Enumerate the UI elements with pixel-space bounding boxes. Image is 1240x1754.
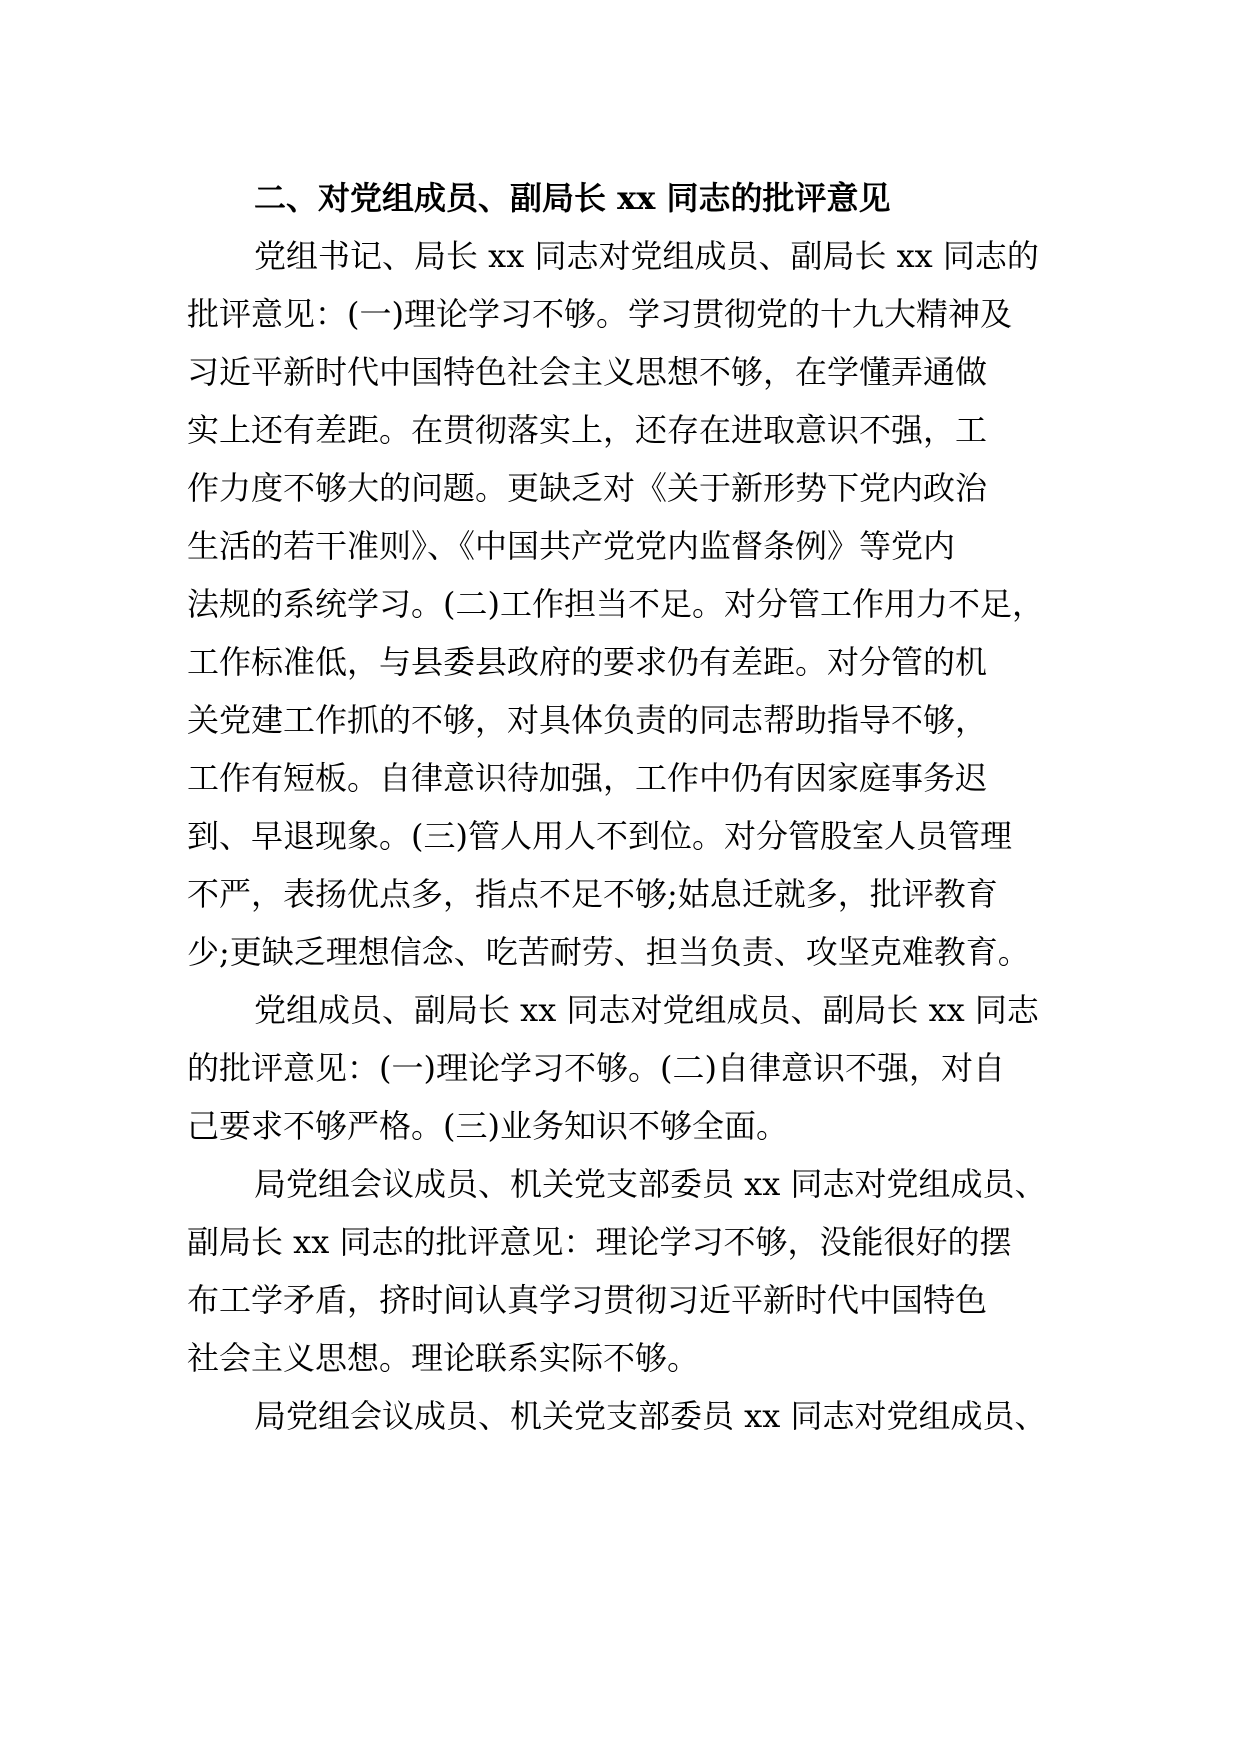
paragraph-line: 习近平新时代中国特色社会主义思想不够，在学懂弄通做 — [187, 353, 988, 391]
paragraph-line: 局党组会议成员、机关党支部委员 xx 同志对党组成员、 — [254, 1165, 1047, 1203]
paragraph-line: 布工学矛盾，挤时间认真学习贯彻习近平新时代中国特色 — [187, 1281, 988, 1319]
paragraph-line: 社会主义思想。理论联系实际不够。 — [187, 1339, 700, 1377]
paragraph-line: 党组书记、局长 xx 同志对党组成员、副局长 xx 同志的 — [254, 237, 1039, 275]
paragraph-line: 不严，表扬优点多，指点不足不够;姑息迁就多，批评教育 — [187, 875, 998, 913]
paragraph-line: 作力度不够大的问题。更缺乏对《关于新形势下党内政治 — [187, 469, 988, 507]
paragraph-line: 副局长 xx 同志的批评意见：理论学习不够，没能很好的摆 — [187, 1223, 1012, 1261]
paragraph-line: 党组成员、副局长 xx 同志对党组成员、副局长 xx 同志 — [254, 991, 1039, 1029]
paragraph-line: 少;更缺乏理想信念、吃苦耐劳、担当负责、攻坚克难教育。 — [187, 933, 1030, 971]
paragraph-line: 工作标准低，与县委县政府的要求仍有差距。对分管的机 — [187, 643, 988, 681]
section-heading: 二、对党组成员、副局长 xx 同志的批评意见 — [254, 179, 891, 217]
paragraph-line: 关党建工作抓的不够，对具体负责的同志帮助指导不够， — [187, 701, 988, 739]
paragraph-line: 的批评意见：(一)理论学习不够。(二)自律意识不强，对自 — [187, 1049, 1005, 1087]
paragraph-line: 批评意见：(一)理论学习不够。学习贯彻党的十九大精神及 — [187, 295, 1012, 333]
paragraph-line: 到、早退现象。(三)管人用人不到位。对分管股室人员管理 — [187, 817, 1012, 855]
paragraph-line: 局党组会议成员、机关党支部委员 xx 同志对党组成员、 — [254, 1397, 1047, 1435]
paragraph-line: 己要求不够严格。(三)业务知识不够全面。 — [187, 1107, 788, 1145]
paragraph-line: 实上还有差距。在贯彻落实上，还存在进取意识不强，工 — [187, 411, 988, 449]
paragraph-line: 法规的系统学习。(二)工作担当不足。对分管工作用力不足， — [187, 585, 1044, 623]
paragraph-line: 工作有短板。自律意识待加强，工作中仍有因家庭事务迟 — [187, 759, 988, 797]
paragraph-line: 生活的若干准则》、《中国共产党党内监督条例》等党内 — [187, 527, 956, 565]
